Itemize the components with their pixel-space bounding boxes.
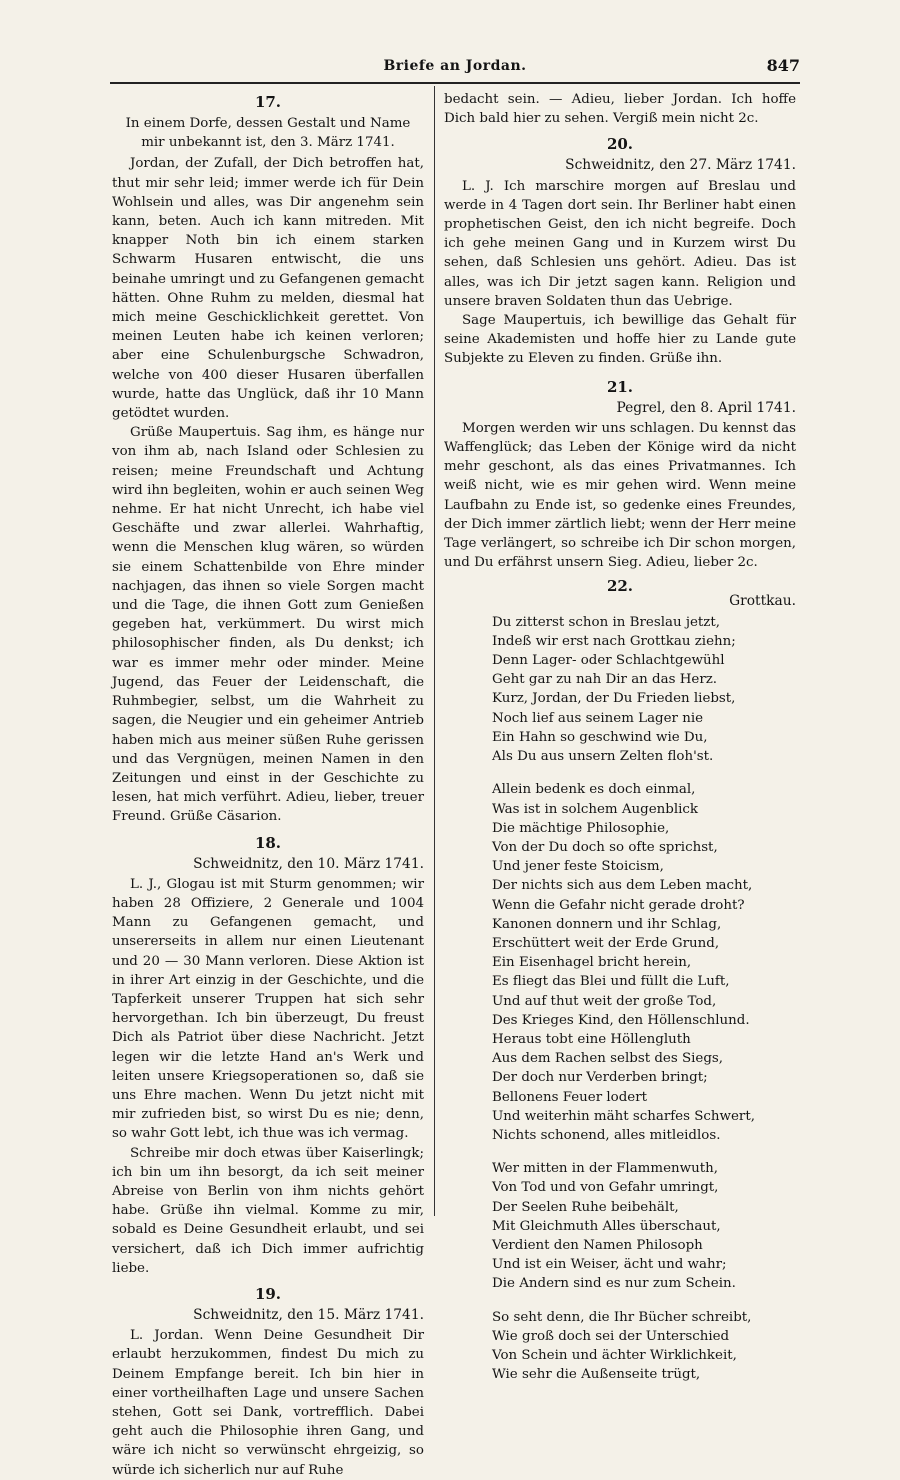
right-column [444, 90, 796, 1398]
letter-22-number: 22. [606, 577, 634, 596]
poem-line: Und auf thut weit der große Tod, [492, 993, 717, 1009]
poem-line: Und ist ein Weiser, ächt und wahr; [492, 1257, 727, 1273]
letter-21-number: 21. [606, 377, 634, 396]
letter-17-heading-line1: In einem Dorfe, dessen Gestalt und Name [125, 116, 411, 131]
letter-17-para-2: Grüße Maupertuis. Sag ihm, es hänge nur von ihm ab, nach Island oder Schlesien zu reisen; meine Freundschaft und Achtung wird ihn begleiten, wohin er auch seinen Weg nehme. Er hat nicht Unrecht, ich habe viel Geschäfte und zwar allerlei. Wahrhaftig, wenn die Menschen klug wären, so würden sie einem Schattenbilde von Ehre minder nachjagen, das ihnen so viele Sorgen macht und die Tage, die ihnen Gott zum Genießen gegeben hat, verkümmert. Du wirst mich philosophischer finden, als Du denkst; ich war es immer mehr oder minder. Meine Jugend, das Feuer der Leidenschaft, die Ruhmbegier, selbst, um die Wahrheit zu sagen, die Neugier und ein geheimer Antrieb haben mich aus meiner süßen Ruhe gerissen und das Vergnügen, meinen Namen in den Zeitungen und einst in der Geschichte zu lesen, hat mich verführt. Adieu, lieber, treuer Freund. Grüße Cäsarion. [112, 425, 424, 825]
letter-21-para-1: Morgen werden wir uns schlagen. Du kennst das Waffenglück; das Leben der Könige wird da nicht mehr geschont, als das eines Privatmannes. Ich weiß nicht, wie es mir gehen wird. Wenn meine Laufbahn zu Ende ist, so gedenke eines Freundes, der Dich immer zärtlich liebt; wenn der Herr meine Tage verlängert, so schreibe ich Dir schon morgen, und Du erfährst unsern Sieg. Adieu, lieber 2c. [444, 420, 796, 571]
poem-line: Aus dem Rachen selbst des Siegs, [492, 1051, 724, 1067]
poem-line: Ein Hahn so geschwind wie Du, [492, 729, 708, 745]
letter-18-para-2: Schreibe mir doch etwas über Kaiserlingk; ich bin um ihn besorgt, da ich seit meiner Abreise von Berlin von ihm nichts gehört habe. Grüße ihn vielmal. Komme zu mir, sobald es Deine Gesundheit erlaubt, und sei versichert, daß ich Dich immer aufrichtig liebe. [112, 1145, 424, 1276]
letter-17-heading-line2: mir unbekannt ist, den 3. März 1741. [141, 135, 395, 151]
column-divider [434, 86, 435, 1216]
letter-19-dateline: Schweidnitz, den 15. März 1741. [193, 1306, 424, 1323]
poem-line: Wenn die Gefahr nicht gerade droht? [492, 897, 745, 913]
letter-20-dateline: Schweidnitz, den 27. März 1741. [565, 157, 796, 174]
poem-line: Der doch nur Verderben bringt; [492, 1070, 708, 1086]
letter-21-dateline: Pegrel, den 8. April 1741. [616, 399, 796, 416]
poem-line: Du zitterst schon in Breslau jetzt, [492, 614, 720, 630]
letter-20-para-1: L. J. Ich marschire morgen auf Breslau und werde in 4 Tagen dort sein. Ihr Berliner habt einen prophetischen Geist, den ich nicht begreife. Doch ich gehe meinen Gang und in Kurzem wirst Du sehen, daß Schlesien uns gehört. Adieu. Das ist alles, was ich Dir jetzt sagen kann. Religion und unsere braven Soldaten thun das Uebrige. [444, 178, 796, 309]
letter-20-para-2: Sage Maupertuis, ich bewillige das Gehalt für seine Akademisten und hoffe hier zu Lande gute Subjekte zu Eleven zu finden. Grüße ihn. [444, 313, 796, 367]
poem-line: Wie sehr die Außenseite trügt, [492, 1367, 701, 1383]
poem-line: Und jener feste Stoicism, [492, 859, 664, 875]
running-header [110, 56, 800, 84]
letter-19-continuation: bedacht sein. — Adieu, lieber Jordan. Ich hoffe Dich bald hier zu sehen. Vergiß mein nicht 2c. [444, 92, 796, 127]
letter-22-header [444, 576, 796, 596]
poem-line: Denn Lager- oder Schlachtgewühl [492, 653, 725, 669]
poem-stanza [492, 1308, 796, 1385]
letter-19-number: 19. [254, 1284, 282, 1303]
poem [492, 613, 796, 1385]
letter-17-heading [112, 114, 424, 152]
letter-19-para-1: L. Jordan. Wenn Deine Gesundheit Dir erlaubt herzukommen, findest Du mich zu Deinem Empfange bereit. Ich bin hier in einer vortheilhaften Lage und unsere Sachen stehen, Gott sei Dank, vortrefflich. Dabei geht auch die Philosophie ihren Gang, und wäre ich nicht so verwünscht ehrgeizig, so würde ich sicherlich nur auf Ruhe [112, 1328, 424, 1478]
poem-line: Heraus tobt eine Höllengluth [492, 1031, 691, 1047]
poem-line: Bellonens Feuer lodert [492, 1089, 648, 1105]
poem-line: Wie groß doch sei der Unterschied [492, 1328, 730, 1344]
poem-line: Von Tod und von Gefahr umringt, [492, 1180, 719, 1196]
poem-line: Mit Gleichmuth Alles überschaut, [492, 1218, 721, 1234]
poem-line: Von Schein und ächter Wirklichkeit, [492, 1347, 737, 1363]
poem-line: Die mächtige Philosophie, [492, 820, 670, 836]
letter-18-para-1: L. J., Glogau ist mit Sturm genommen; wir haben 28 Offiziere, 2 Generale und 1004 Mann zu Gefangenen gemacht, und unsererseits in allem nur einen Lieutenant und 20 — 30 Mann verloren. Diese Aktion ist in ihrer Art einzig in der Geschichte, und die Tapferkeit unserer Truppen hat sich sehr hervorgethan. Ich bin überzeugt, Du freust Dich als Patriot über diese Nachricht. Jetzt legen wir die letzte Hand an's Werk und leiten unsere Kriegsoperationen so, daß sie uns Ehre machen. Wenn Du jetzt nicht mit mir zufrieden bist, so wirst Du es nie; denn, so wahr Gott lebt, ich thue was ich vermag. [112, 876, 424, 1142]
poem-line: Nichts schonend, alles mitleidlos. [492, 1127, 721, 1143]
poem-line: Der Seelen Ruhe beibehält, [492, 1199, 679, 1215]
poem-stanza [492, 613, 796, 767]
poem-line: Wer mitten in der Flammenwuth, [492, 1161, 718, 1177]
poem-line: Kanonen donnern und ihr Schlag, [492, 916, 722, 932]
letter-18-dateline: Schweidnitz, den 10. März 1741. [193, 855, 424, 872]
poem-line: Als Du aus unsern Zelten floh'st. [492, 749, 714, 765]
poem-line: Indeß wir erst nach Grottkau ziehn; [492, 633, 736, 649]
poem-line: Verdient den Namen Philosoph [492, 1237, 703, 1253]
poem-line: Von der Du doch so ofte sprichst, [492, 839, 718, 855]
poem-line: Kurz, Jordan, der Du Frieden liebst, [492, 691, 736, 707]
left-column [112, 90, 424, 1480]
letter-17-number: 17. [254, 93, 282, 111]
poem-line: Des Krieges Kind, den Höllenschlund. [492, 1012, 750, 1028]
poem-line: Noch lief aus seinem Lager nie [492, 710, 704, 726]
poem-line: Es fliegt das Blei und füllt die Luft, [492, 974, 730, 990]
letter-17-para-1: Jordan, der Zufall, der Dich betroffen hat, thut mir sehr leid; immer werde ich für Dein Wohlsein und alles, was Dir angenehm sein kann, beten. Auch ich kann mitreden. Mit knapper Noth bin ich einem starken Schwarm Husaren entwischt, die uns beinahe umringt und zu Gefangenen gemacht hätten. Ohne Ruhm zu melden, diesmal hat mich meine Geschicklichkeit gerettet. Von meinen Leuten habe ich keinen verloren; aber eine Schulenburgsche Schwadron, welche von 400 dieser Husaren überfallen wurde, hatte das Unglück, daß ihr 10 Mann getödtet wurden. [112, 156, 424, 422]
poem-line: Erschüttert weit der Erde Grund, [492, 935, 720, 951]
running-title: Briefe an Jordan. [383, 58, 527, 74]
poem-line: So seht denn, die Ihr Bücher schreibt, [492, 1309, 752, 1325]
poem-line: Die Andern sind es nur zum Schein. [492, 1276, 736, 1292]
poem-line: Allein bedenk es doch einmal, [492, 782, 696, 798]
page-number: 847 [766, 56, 800, 75]
letter-20-number: 20. [606, 135, 634, 154]
poem-line: Und weiterhin mäht scharfes Schwert, [492, 1108, 755, 1124]
poem-stanza [492, 780, 796, 1145]
poem-line: Ein Eisenhagel bricht herein, [492, 955, 692, 971]
letter-18-number: 18. [254, 833, 282, 852]
poem-line: Geht gar zu nah Dir an das Herz. [492, 672, 718, 688]
poem-line: Der nichts sich aus dem Leben macht, [492, 878, 753, 894]
letter-22-place: Grottkau. [729, 593, 796, 610]
poem-stanza [492, 1159, 796, 1293]
poem-line: Was ist in solchem Augenblick [492, 801, 699, 817]
